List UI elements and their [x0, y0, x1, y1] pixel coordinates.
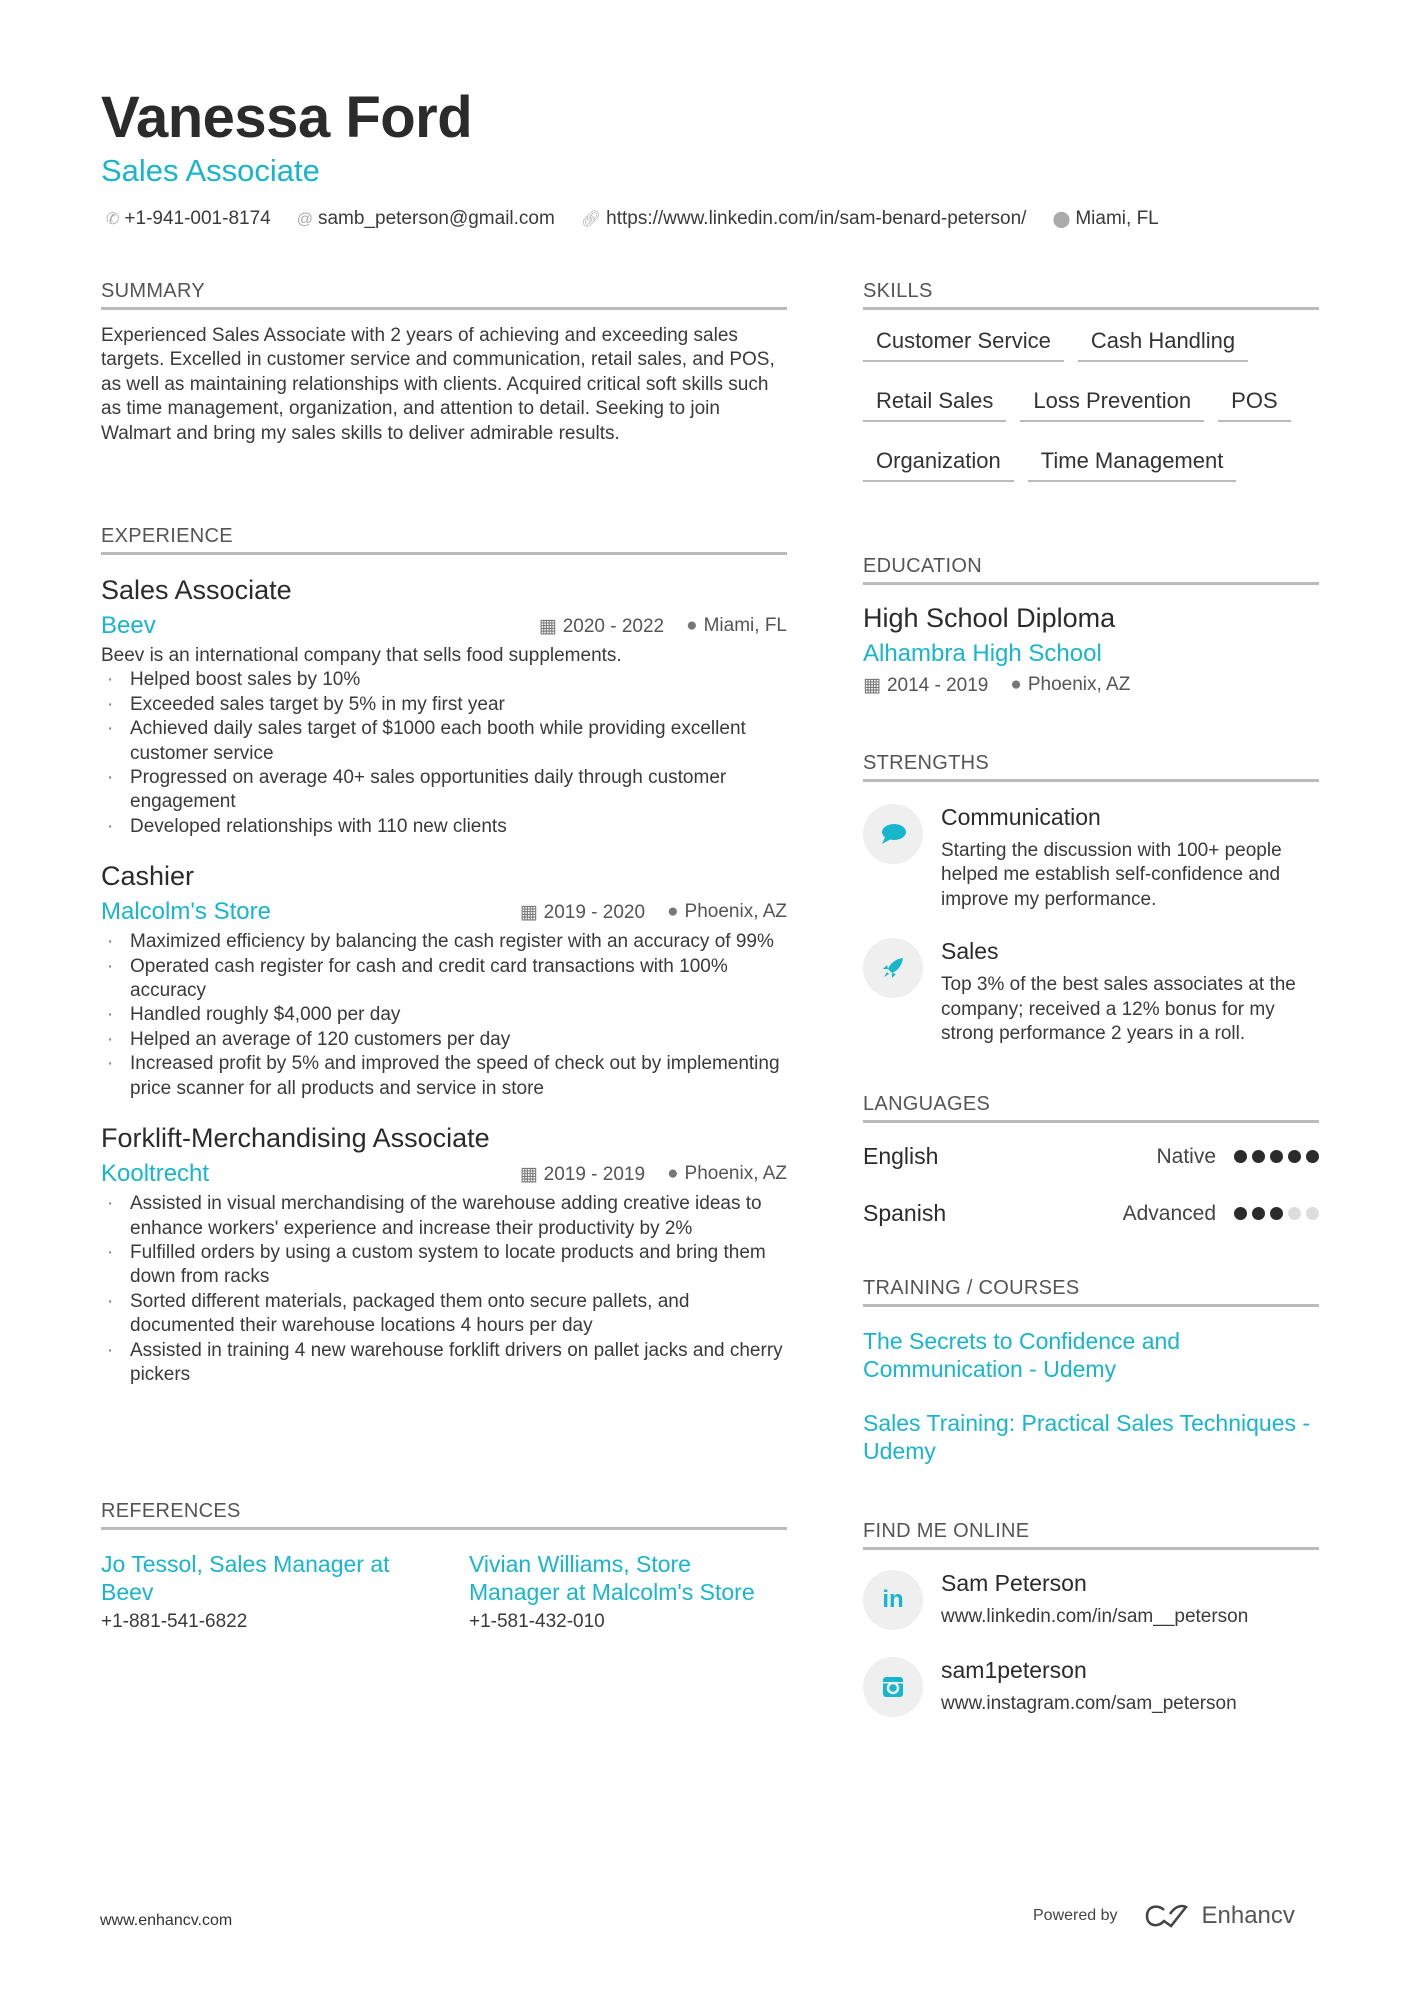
job-location: ● Miami, FL: [686, 614, 787, 636]
link-icon: 🔗︎: [580, 211, 602, 228]
company-name: Kooltrecht: [101, 1160, 210, 1188]
job-entry: [101, 575, 787, 839]
calendar-icon: ▦: [538, 615, 557, 637]
reference-item: [101, 1550, 419, 1634]
job-dates: ▦ 2019 - 2019: [519, 1163, 646, 1185]
powered-by-label: Powered by: [1033, 1907, 1118, 1924]
online-url[interactable]: www.instagram.com/sam_peterson: [941, 1693, 1237, 1714]
job-bullets: [101, 930, 787, 1101]
instagram-icon: [863, 1657, 923, 1717]
section-heading: STRENGTHS: [863, 752, 1319, 782]
job-entry: [101, 1123, 787, 1387]
education-location: ● Phoenix, AZ: [1010, 674, 1131, 695]
language-rating: [1234, 1207, 1319, 1220]
contact-bar: [106, 208, 1159, 230]
experience-section: [101, 525, 787, 1409]
location-pin-icon: ⬤: [1052, 211, 1071, 228]
company-name: Malcolm's Store: [101, 898, 271, 926]
language-name: Spanish: [863, 1200, 947, 1226]
contact-location: ⬤ Miami, FL: [1052, 208, 1159, 229]
online-url[interactable]: www.linkedin.com/in/sam__peterson: [941, 1606, 1249, 1627]
company-name: Beev: [101, 612, 156, 639]
calendar-icon: ▦: [519, 1163, 538, 1185]
skill-tag: Customer Service: [863, 322, 1064, 362]
online-section: [863, 1520, 1319, 1743]
references-section: [101, 1500, 787, 1634]
training-section: [863, 1277, 1319, 1491]
skill-tag: Retail Sales: [863, 382, 1006, 422]
job-dates: ▦ 2019 - 2020: [519, 901, 646, 923]
reference-phone: +1-881-541-6822: [101, 1611, 248, 1632]
rating-dot: [1234, 1150, 1247, 1163]
footer-branding: [1033, 1902, 1295, 1930]
bullet-item: · Handled roughly $4,000 per day: [101, 1003, 787, 1027]
company-description: Beev is an international company that sells food supplements.: [101, 645, 622, 666]
language-item: [863, 1143, 1319, 1170]
bullet-item: · Sorted different materials, packaged them onto secure pallets, and documented their warehouse locations 4 hours per day: [101, 1290, 787, 1339]
footer-site[interactable]: www.enhancv.com: [100, 1912, 233, 1929]
summary-text: Experienced Sales Associate with 2 years of achieving and exceeding sales targets. Excelled in customer service and communication, retail sales, and POS, as well as maintaining relationships with clients. Acquired critical soft skills such as time management, organization, and attention to detail. Seeking to join Walmart and bring my sales skills to deliver admirable results.: [101, 325, 775, 444]
speech-bubble-icon: [863, 804, 923, 864]
language-rating: [1234, 1150, 1319, 1163]
skill-tag: Loss Prevention: [1020, 382, 1204, 422]
rating-dot: [1270, 1207, 1283, 1220]
location-pin-icon: ●: [667, 1162, 679, 1184]
bullet-item: · Progressed on average 40+ sales opportunities daily through customer engagement: [101, 766, 787, 815]
school: Alhambra High School: [863, 640, 1102, 667]
linkedin-icon: in: [863, 1570, 923, 1630]
location-pin-icon: ●: [1010, 674, 1022, 695]
reference-name[interactable]: Jo Tessol, Sales Manager at Beev: [101, 1551, 390, 1605]
online-item: [863, 1570, 1319, 1630]
rocket-icon: [863, 938, 923, 998]
languages-section: [863, 1093, 1319, 1257]
strengths-section: [863, 752, 1319, 1072]
bullet-item: · Assisted in visual merchandising of the warehouse adding creative ideas to enhance workers' experience and increase their productivity by 2%: [101, 1192, 787, 1241]
bullet-item: · Helped an average of 120 customers per day: [101, 1028, 787, 1052]
section-heading: TRAINING / COURSES: [863, 1277, 1319, 1307]
reference-phone: +1-581-432-010: [469, 1611, 605, 1632]
skill-tag: Cash Handling: [1078, 322, 1248, 362]
bullet-item: · Developed relationships with 110 new clients: [101, 815, 787, 839]
bullet-item: · Assisted in training 4 new warehouse forklift drivers on pallet jacks and cherry pickers: [101, 1339, 787, 1388]
section-heading: LANGUAGES: [863, 1093, 1319, 1123]
reference-name[interactable]: Vivian Williams, Store Manager at Malcolm's Store: [469, 1551, 755, 1605]
skill-tag: Organization: [863, 442, 1014, 482]
rating-dot: [1252, 1207, 1265, 1220]
strength-text: Starting the discussion with 100+ people helped me establish self-confidence and improve my performance.: [941, 840, 1282, 910]
section-heading: EDUCATION: [863, 555, 1319, 585]
bullet-item: · Operated cash register for cash and credit card transactions with 100% accuracy: [101, 955, 787, 1004]
bullet-item: · Fulfilled orders by using a custom system to locate products and bring them down from racks: [101, 1241, 787, 1290]
job-entry: [101, 861, 787, 1101]
enhancv-logo[interactable]: Enhancv: [1144, 1902, 1295, 1930]
candidate-title: Sales Associate: [101, 153, 320, 188]
job-bullets: [101, 1192, 787, 1387]
skill-tag: Time Management: [1028, 442, 1237, 482]
language-item: [863, 1200, 1319, 1227]
job-location: ● Phoenix, AZ: [667, 1162, 787, 1184]
at-icon: @: [296, 211, 313, 228]
section-heading: FIND ME ONLINE: [863, 1520, 1319, 1550]
rating-dot: [1234, 1207, 1247, 1220]
candidate-name: Vanessa Ford: [101, 85, 473, 150]
bullet-item: · Maximized efficiency by balancing the cash register with an accuracy of 99%: [101, 930, 787, 954]
job-location: ● Phoenix, AZ: [667, 900, 787, 922]
strength-title: Sales: [941, 938, 999, 965]
rating-dot: [1270, 1150, 1283, 1163]
online-title: sam1peterson: [941, 1657, 1087, 1683]
strength-title: Communication: [941, 804, 1101, 830]
strength-item: [863, 938, 1319, 1046]
language-level: Advanced: [1122, 1201, 1216, 1225]
job-title: Cashier: [101, 861, 195, 892]
calendar-icon: ▦: [863, 675, 881, 696]
job-bullets: [101, 668, 787, 839]
phone-icon: ✆: [106, 211, 120, 228]
contact-phone: ✆ +1-941-001-8174: [106, 208, 271, 229]
calendar-icon: ▦: [519, 901, 538, 923]
online-title: Sam Peterson: [941, 1570, 1087, 1596]
section-heading: SKILLS: [863, 280, 1319, 310]
section-heading: EXPERIENCE: [101, 525, 787, 555]
bullet-item: · Increased profit by 5% and improved the speed of check out by implementing price scanner for all products and service in store: [101, 1052, 787, 1101]
course-link[interactable]: The Secrets to Confidence and Communication - Udemy: [863, 1328, 1181, 1382]
section-heading: SUMMARY: [101, 280, 787, 310]
summary-section: [101, 280, 787, 446]
reference-item: [469, 1550, 787, 1634]
course-link[interactable]: Sales Training: Practical Sales Techniques - Udemy: [863, 1410, 1311, 1464]
bullet-item: · Achieved daily sales target of $1000 each booth while providing excellent customer service: [101, 717, 787, 766]
online-item: [863, 1657, 1319, 1717]
contact-email[interactable]: @ samb_peterson@gmail.com: [296, 208, 555, 229]
rating-dot: [1306, 1207, 1319, 1220]
education-section: [863, 555, 1319, 697]
contact-link[interactable]: 🔗︎ https://www.linkedin.com/in/sam-benard-peterson/: [580, 208, 1027, 229]
rating-dot: [1288, 1150, 1301, 1163]
job-dates: ▦ 2020 - 2022: [538, 615, 665, 637]
job-title: Forklift-Merchandising Associate: [101, 1123, 490, 1154]
rating-dot: [1252, 1150, 1265, 1163]
education-dates: ▦ 2014 - 2019: [863, 675, 989, 696]
rating-dot: [1306, 1150, 1319, 1163]
degree: High School Diploma: [863, 603, 1116, 633]
location-pin-icon: ●: [667, 900, 679, 922]
language-level: Native: [1156, 1144, 1216, 1168]
strength-text: Top 3% of the best sales associates at the company; received a 12% bonus for my strong performance 2 years in a roll.: [941, 974, 1296, 1045]
strength-item: [863, 804, 1319, 912]
bullet-item: · Exceeded sales target by 5% in my first year: [101, 693, 787, 717]
job-title: Sales Associate: [101, 575, 292, 605]
bullet-item: · Helped boost sales by 10%: [101, 668, 787, 692]
infinity-logo-icon: [1144, 1904, 1190, 1928]
rating-dot: [1288, 1207, 1301, 1220]
location-pin-icon: ●: [686, 614, 698, 636]
language-name: English: [863, 1143, 939, 1169]
skill-tag: POS: [1218, 382, 1290, 422]
section-heading: REFERENCES: [101, 1500, 787, 1530]
skills-section: [863, 280, 1319, 502]
